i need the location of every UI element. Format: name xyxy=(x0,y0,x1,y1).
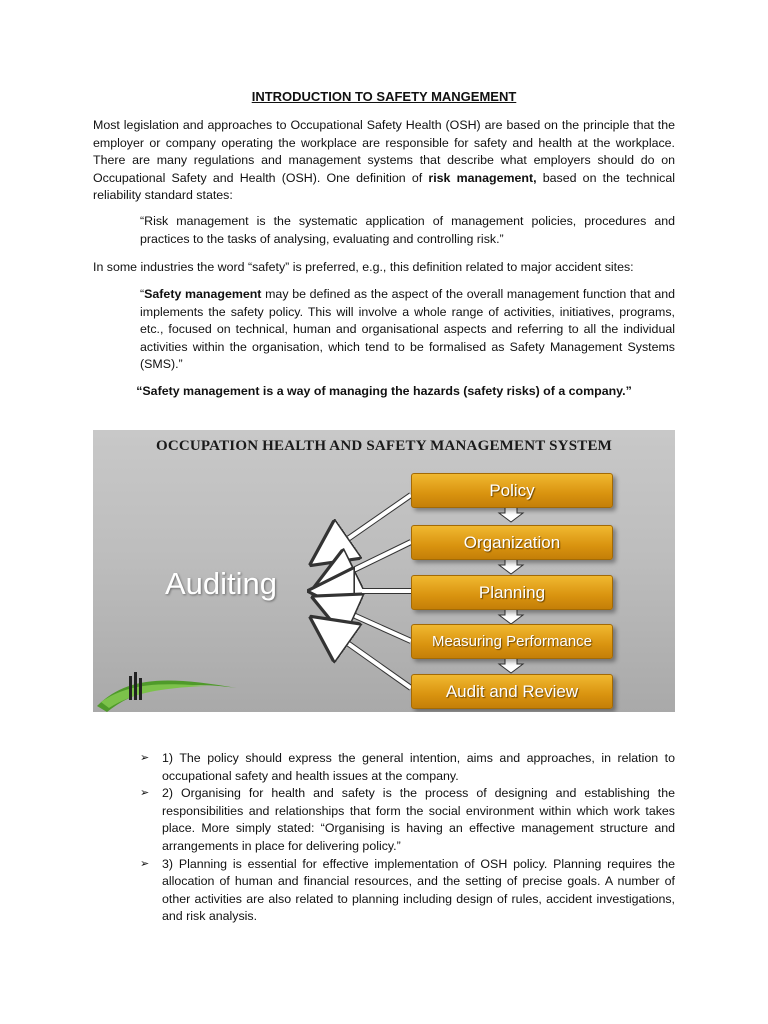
safety-definition-quote: “Safety management is a way of managing the hazards (safety risks) of a company.” xyxy=(136,384,632,398)
arrow-down-2 xyxy=(499,559,523,574)
quote-body: may be defined as the aspect of the overall management function that and implements the safety policy. This will involve a whole range of activities, initiatives, programs, etc., focused on technical, human and organisational aspects and referring to all the individual activities within the organisation, which tend to be formalised as Safety Management Systems (SMS).” xyxy=(140,287,675,372)
safety-paragraph: In some industries the word “safety” is preferred, e.g., this definition related to major accident sites: xyxy=(93,260,634,274)
safety-management-quote xyxy=(140,286,675,374)
arrow-bullet-icon: ➢ xyxy=(140,752,150,764)
intro-paragraph xyxy=(93,117,675,205)
bullet-text: 3) Planning is essential for effective implementation of OSH policy. Planning requires the allocation of human and financial resources, and the setting of precise goals. A number of other activities are also related to planning including design of rules, accident investigations, and risk analysis. xyxy=(162,856,675,924)
step-planning: Planning xyxy=(411,575,613,610)
auditing-label: Auditing xyxy=(165,566,278,601)
list-item xyxy=(140,750,675,785)
step-measuring-performance: Measuring Performance xyxy=(411,624,613,659)
step-audit-and-review: Audit and Review xyxy=(411,674,613,709)
figure-title: OCCUPATION HEALTH AND SAFETY MANAGEMENT SYSTEM xyxy=(155,438,613,454)
list-item xyxy=(140,856,675,926)
intro-text-1: Most legislation and approaches to Occupational Safety Health (OSH) are based on the principle that the employer or company operating the workplace are responsible for safety and health at the workplace. There are many regulations and management systems that describe what employers should do on Occupational Safety and Health (OSH). One definition of xyxy=(93,118,675,185)
quote-open-mark: “ xyxy=(140,287,145,301)
step-policy: Policy xyxy=(411,473,613,508)
risk-management-quote: “Risk management is the systematic application of management policies, procedures and practices to the tasks of analysing, evaluating and controlling risk.” xyxy=(140,214,675,246)
osh-management-system-figure xyxy=(93,430,675,712)
arrow-down-1 xyxy=(499,507,523,522)
green-swoosh-logo-icon xyxy=(97,666,237,712)
intro-text-2: based on the technical reliability standard states: xyxy=(93,170,675,203)
page-title: INTRODUCTION TO SAFETY MANGEMENT xyxy=(251,89,517,104)
quote-bold-term: Safety management xyxy=(144,287,262,301)
arrow-bullet-icon: ➢ xyxy=(140,787,150,800)
bullet-list xyxy=(140,750,675,926)
arrow-down-4 xyxy=(499,658,523,673)
arrow-down-3 xyxy=(499,609,523,624)
step-organization: Organization xyxy=(411,525,613,560)
bullet-text: 1) The policy should express the general intention, aims and approaches, in relation to occupational safety and health issues at the company. xyxy=(162,751,675,783)
intro-bold-term: risk management, xyxy=(428,170,537,185)
list-item xyxy=(140,785,675,855)
arrow-bullet-icon: ➢ xyxy=(140,857,150,870)
bullet-text: 2) Organising for health and safety is the process of designing and establishing the responsibilities and relationships that form the social environment within which work takes place. More simply stated: “Organising is having an effective management structure and arrangements in place for delivering policy.” xyxy=(162,786,675,853)
